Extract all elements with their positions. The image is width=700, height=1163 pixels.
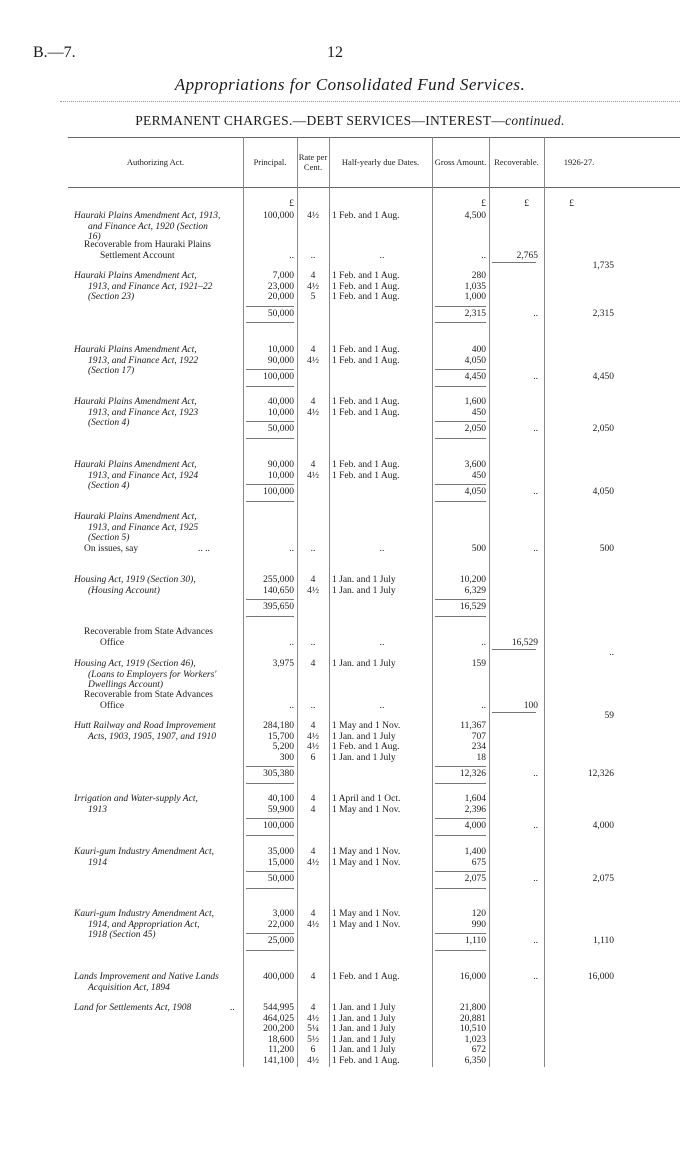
total-year: 4,450: [592, 372, 614, 382]
total-principal: 305,380: [263, 769, 294, 779]
recoverable-cell: ..: [533, 972, 538, 982]
due-dates-cell: 1 Feb. and 1 Aug.: [332, 470, 400, 481]
principal-cell: 464,025: [263, 1013, 294, 1024]
total-gross: 4,450: [464, 372, 486, 382]
principal-cell: 18,600: [267, 1034, 294, 1045]
principal-cell: 40,100: [267, 794, 294, 804]
act-line: Recoverable from Hauraki Plains: [84, 240, 211, 250]
total-rule: [435, 950, 486, 951]
total-rule: [246, 484, 294, 485]
gross-amount-cell: 1,600: [464, 397, 486, 407]
total-recoverable: ..: [533, 936, 538, 946]
gross-amount-cell: 990: [471, 919, 486, 930]
total-rule: [246, 871, 294, 872]
total-gross: 4,000: [464, 821, 486, 831]
gross-amount-cell: 11,367: [460, 721, 486, 731]
principal-cell: 544,995: [263, 1003, 294, 1013]
total-principal: 100,000: [263, 372, 294, 382]
principal-cell: 20,000: [267, 292, 294, 302]
due-dates-cell: 1 May and 1 Nov.: [332, 804, 401, 815]
gross-amount-cell: 707: [471, 731, 486, 742]
due-dates-cell: 1 April and 1 Oct.: [332, 794, 401, 804]
gross-amount-cell: 1,035: [464, 281, 486, 292]
act-line: 1914, and Appropriation Act,: [88, 919, 200, 930]
col-divider: [489, 137, 490, 1067]
total-rule: [435, 933, 486, 934]
total-rule: [435, 421, 486, 422]
principal-cell: 7,000: [272, 271, 294, 281]
principal-cell: 140,650: [263, 585, 294, 596]
gross-amount-cell: ..: [481, 700, 486, 711]
rate-cell: ..: [310, 250, 316, 261]
act-subline: On issues, say: [84, 543, 139, 554]
rate-cell: 4½: [307, 281, 319, 292]
total-principal: 50,000: [267, 874, 294, 884]
total-gross: 12,326: [459, 769, 486, 779]
gross-amount-cell: 6,329: [464, 585, 486, 596]
due-dates-cell: 1 Feb. and 1 Aug.: [332, 1055, 400, 1066]
act-line: and Finance Act, 1920 (Section: [88, 221, 208, 232]
principal-cell: 59,900: [267, 804, 294, 815]
total-rule: [246, 933, 294, 934]
total-rule: [246, 438, 294, 439]
gross-amount-cell: 20,881: [459, 1013, 486, 1024]
act-line: 16): [88, 232, 101, 242]
gross-amount-cell: 21,800: [459, 1003, 486, 1013]
due-dates-cell: 1 Feb. and 1 Aug.: [332, 355, 400, 366]
principal-cell: 400,000: [263, 972, 294, 982]
due-dates-cell: 1 Feb. and 1 Aug.: [332, 397, 400, 407]
act-line: Land for Settlements Act, 1908: [74, 1003, 192, 1013]
total-year: 4,050: [592, 487, 614, 497]
rate-cell: 4½: [307, 355, 319, 366]
principal-cell: 15,700: [267, 731, 294, 742]
due-dates-cell: 1 Jan. and 1 July: [332, 1013, 396, 1024]
rate-cell: 4½: [307, 919, 319, 930]
gross-amount-cell: 450: [471, 470, 486, 481]
act-line: Kauri-gum Industry Amendment Act,: [74, 847, 215, 857]
due-dates-cell: 1 Jan. and 1 July: [332, 575, 396, 585]
rate-cell: 5¼: [307, 1024, 319, 1034]
total-rule: [435, 599, 486, 600]
year-cell: ..: [609, 648, 614, 658]
due-dates-cell: 1 Feb. and 1 Aug.: [332, 281, 400, 292]
total-rule: [435, 616, 486, 617]
header-recoverable: Recoverable.: [494, 157, 539, 167]
due-dates-cell: 1 May and 1 Nov.: [332, 857, 401, 868]
principal-cell: 200,200: [263, 1024, 294, 1034]
principal-cell: 5,200: [272, 742, 294, 752]
act-line: Irrigation and Water-supply Act,: [74, 794, 198, 804]
leader-dots: .. ..: [198, 543, 210, 554]
gross-amount-cell: 16,000: [459, 972, 486, 982]
total-gross: 2,075: [464, 874, 486, 884]
recoverable-rule: [492, 649, 536, 650]
principal-cell: 35,000: [267, 847, 294, 857]
gross-amount-cell: 234: [471, 742, 486, 752]
col-divider: [329, 137, 330, 1067]
rate-cell: 4½: [307, 211, 319, 221]
total-rule: [435, 501, 486, 502]
currency-year: £: [569, 199, 574, 209]
act-line: Lands Improvement and Native Lands: [74, 972, 219, 982]
act-line: (Section 4): [88, 481, 130, 491]
due-dates-cell: 1 Feb. and 1 Aug.: [332, 460, 400, 470]
total-recoverable: ..: [533, 769, 538, 779]
rate-cell: 5: [310, 292, 316, 302]
rate-cell: 4½: [307, 585, 319, 596]
gross-amount-cell: 120: [471, 909, 486, 919]
subtitle-continued: continued.: [505, 113, 565, 128]
rate-cell: ..: [310, 700, 316, 711]
act-line: Hutt Railway and Road Improvement: [74, 721, 216, 731]
total-rule: [246, 835, 294, 836]
section-subtitle: [0, 113, 700, 129]
total-principal: 25,000: [267, 936, 294, 946]
due-dates-cell: 1 Feb. and 1 Aug.: [332, 292, 400, 302]
total-rule: [435, 369, 486, 370]
act-line: (Housing Account): [88, 585, 160, 596]
year-cell: 1,735: [592, 261, 614, 271]
act-line: Hauraki Plains Amendment Act,: [74, 345, 197, 355]
total-rule: [435, 835, 486, 836]
rate-cell: 6: [310, 752, 316, 763]
act-line: Recoverable from State Advances: [84, 690, 213, 700]
principal-cell: 23,000: [267, 281, 294, 292]
rate-cell: 4: [310, 972, 316, 982]
due-dates-cell: 1 Feb. and 1 Aug.: [332, 972, 400, 982]
rate-cell: 4: [310, 909, 316, 919]
total-rule: [246, 818, 294, 819]
rate-cell: 4: [310, 345, 316, 355]
total-rule: [435, 818, 486, 819]
due-dates-cell: 1 Feb. and 1 Aug.: [332, 407, 400, 418]
gross-amount-cell: 2,396: [464, 804, 486, 815]
principal-cell: 141,100: [263, 1055, 294, 1066]
year-cell: 59: [604, 711, 614, 721]
principal-cell: 15,000: [267, 857, 294, 868]
due-dates-cell: 1 Jan. and 1 July: [332, 1034, 396, 1045]
act-line: 1913, and Finance Act, 1922: [88, 355, 199, 366]
total-rule: [246, 783, 294, 784]
due-dates-cell: 1 Jan. and 1 July: [332, 1003, 396, 1013]
gross-amount-cell: 280: [471, 271, 486, 281]
rate-cell: 4½: [307, 1055, 319, 1066]
rate-cell: 4: [310, 847, 316, 857]
principal-cell: 40,000: [267, 397, 294, 407]
total-rule: [246, 386, 294, 387]
act-line: Housing Act, 1919 (Section 30),: [74, 575, 196, 585]
total-year: 4,000: [592, 821, 614, 831]
total-principal: 395,650: [263, 602, 294, 612]
due-dates-cell: 1 Feb. and 1 Aug.: [332, 345, 400, 355]
total-rule: [246, 616, 294, 617]
recoverable-cell: 2,765: [516, 250, 538, 261]
gross-amount-cell: 1,604: [464, 794, 486, 804]
gross-amount-cell: 500: [471, 543, 486, 554]
total-rule: [435, 888, 486, 889]
gross-amount-cell: 159: [471, 659, 486, 669]
due-dates-cell: 1 Jan. and 1 July: [332, 1024, 396, 1034]
total-gross: 2,315: [464, 308, 486, 319]
principal-cell: 100,000: [263, 211, 294, 221]
recoverable-cell: 16,529: [511, 637, 538, 648]
total-rule: [435, 438, 486, 439]
total-rule: [435, 766, 486, 767]
due-dates-cell: ..: [379, 700, 385, 711]
rate-cell: 4: [310, 794, 316, 804]
principal-cell: 10,000: [267, 345, 294, 355]
rate-cell: 4½: [307, 742, 319, 752]
currency-recoverable: £: [524, 199, 529, 209]
principal-cell: 90,000: [267, 460, 294, 470]
gross-amount-cell: 4,050: [464, 355, 486, 366]
act-line: 1918 (Section 45): [88, 930, 156, 940]
due-dates-cell: ..: [379, 637, 385, 648]
header-rate: Rate per Cent.: [298, 152, 328, 172]
header-year: 1926-27.: [563, 157, 595, 167]
principal-cell: 90,000: [267, 355, 294, 366]
rate-cell: 4: [310, 804, 316, 815]
total-rule: [435, 871, 486, 872]
total-gross: 4,050: [464, 487, 486, 497]
currency-principal: £: [289, 199, 294, 209]
act-line: Office: [100, 700, 125, 711]
total-recoverable: ..: [533, 308, 538, 319]
rate-cell: 4: [310, 397, 316, 407]
gross-amount-cell: 675: [471, 857, 486, 868]
due-dates-cell: 1 May and 1 Nov.: [332, 721, 401, 731]
act-line: (Section 17): [88, 366, 135, 376]
due-dates-cell: 1 Jan. and 1 July: [332, 1045, 396, 1055]
act-line: (Section 4): [88, 418, 130, 428]
total-rule: [435, 306, 486, 307]
principal-cell: ..: [289, 543, 294, 554]
due-dates-cell: 1 May and 1 Nov.: [332, 847, 401, 857]
total-year: 2,315: [592, 308, 614, 319]
gross-amount-cell: 1,000: [464, 292, 486, 302]
rate-cell: 4: [310, 460, 316, 470]
header-gross-amount: Gross Amount.: [434, 157, 487, 167]
subtitle-main: PERMANENT CHARGES.—DEBT SERVICES—INTEREST—: [135, 113, 506, 128]
recoverable-rule: [492, 712, 536, 713]
total-principal: 100,000: [263, 487, 294, 497]
total-rule: [246, 888, 294, 889]
total-rule: [435, 783, 486, 784]
due-dates-cell: 1 Feb. and 1 Aug.: [332, 742, 400, 752]
year-cell: 500: [599, 543, 614, 554]
total-recoverable: ..: [533, 424, 538, 434]
rate-cell: 4: [310, 659, 316, 669]
act-line: Settlement Account: [100, 250, 175, 261]
rate-cell: 6: [310, 1045, 316, 1055]
rate-cell: 4½: [307, 1013, 319, 1024]
table-header-rule: [68, 187, 680, 188]
gross-amount-cell: ..: [481, 637, 486, 648]
page-number: 12: [327, 44, 343, 61]
due-dates-cell: ..: [379, 543, 385, 554]
total-rule: [246, 950, 294, 951]
gross-amount-cell: 10,510: [459, 1024, 486, 1034]
total-recoverable: ..: [533, 821, 538, 831]
year-cell: 16,000: [587, 972, 614, 982]
recoverable-cell: 100: [523, 700, 538, 711]
rate-cell: 5½: [307, 1034, 319, 1045]
act-line: Acts, 1903, 1905, 1907, and 1910: [88, 731, 216, 742]
act-line: 1913, and Finance Act, 1924: [88, 470, 199, 481]
due-dates-cell: 1 May and 1 Nov.: [332, 919, 401, 930]
rate-cell: 4½: [307, 470, 319, 481]
rate-cell: 4½: [307, 407, 319, 418]
principal-cell: ..: [289, 637, 294, 648]
gross-amount-cell: ..: [481, 250, 486, 261]
gross-amount-cell: 6,350: [464, 1055, 486, 1066]
recoverable-rule: [492, 262, 536, 263]
gross-amount-cell: 18: [476, 752, 486, 763]
due-dates-cell: 1 Jan. and 1 July: [332, 659, 396, 669]
gross-amount-cell: 450: [471, 407, 486, 418]
header-authorizing-act: Authorizing Act.: [126, 157, 185, 167]
principal-cell: ..: [289, 700, 294, 711]
due-dates-cell: 1 Jan. and 1 July: [332, 752, 396, 763]
act-line: 1913: [88, 804, 107, 815]
act-line: 1914: [88, 857, 107, 868]
principal-cell: 11,200: [268, 1045, 294, 1055]
total-recoverable: ..: [533, 372, 538, 382]
total-principal: 50,000: [267, 424, 294, 434]
gross-amount-cell: 4,500: [464, 211, 486, 221]
total-rule: [246, 322, 294, 323]
act-line: 1913, and Finance Act, 1925: [88, 522, 199, 533]
total-principal: 50,000: [267, 308, 294, 319]
total-gross: 16,529: [459, 602, 486, 612]
principal-cell: 3,975: [272, 659, 294, 669]
act-line: Hauraki Plains Amendment Act,: [74, 460, 197, 470]
rate-cell: ..: [310, 637, 316, 648]
rate-cell: 4: [310, 1003, 316, 1013]
total-rule: [246, 766, 294, 767]
gross-amount-cell: 1,023: [464, 1034, 486, 1045]
due-dates-cell: 1 May and 1 Nov.: [332, 909, 401, 919]
gross-amount-cell: 400: [471, 345, 486, 355]
act-line: Acquisition Act, 1894: [88, 982, 170, 993]
leader-dots: ..: [230, 1003, 235, 1013]
principal-cell: 255,000: [263, 575, 294, 585]
due-dates-cell: 1 Feb. and 1 Aug.: [332, 211, 400, 221]
act-line: (Section 5): [88, 533, 130, 543]
total-recoverable: ..: [533, 487, 538, 497]
due-dates-cell: 1 Jan. and 1 July: [332, 585, 396, 596]
total-rule: [435, 322, 486, 323]
header-due-dates: Half-yearly due Dates.: [341, 157, 420, 167]
total-rule: [435, 386, 486, 387]
principal-cell: 10,000: [267, 407, 294, 418]
principal-cell: 22,000: [267, 919, 294, 930]
gross-amount-cell: 1,400: [464, 847, 486, 857]
total-rule: [246, 306, 294, 307]
total-rule: [246, 599, 294, 600]
gross-amount-cell: 3,600: [464, 460, 486, 470]
principal-cell: 3,000: [272, 909, 294, 919]
act-line: (Section 23): [88, 292, 135, 302]
due-dates-cell: 1 Jan. and 1 July: [332, 731, 396, 742]
total-rule: [435, 484, 486, 485]
rate-cell: 4½: [307, 857, 319, 868]
total-gross: 2,050: [464, 424, 486, 434]
act-line: Hauraki Plains Amendment Act, 1913,: [74, 211, 221, 221]
rate-cell: ..: [310, 543, 316, 554]
header-principal: Principal.: [253, 157, 287, 167]
total-rule: [246, 369, 294, 370]
total-principal: 100,000: [263, 821, 294, 831]
act-line: Recoverable from State Advances: [84, 627, 213, 637]
act-line: Hauraki Plains Amendment Act,: [74, 512, 197, 522]
principal-cell: 300: [279, 752, 294, 763]
rate-cell: 4½: [307, 731, 319, 742]
col-divider: [544, 137, 545, 1067]
principal-cell: ..: [289, 250, 294, 261]
total-recoverable: ..: [533, 874, 538, 884]
total-gross: 1,110: [464, 936, 486, 946]
currency-gross: £: [481, 199, 486, 209]
total-rule: [246, 421, 294, 422]
total-year: 2,050: [592, 424, 614, 434]
page-reference: B.—7.: [33, 44, 76, 61]
total-year: 2,075: [592, 874, 614, 884]
act-line: Kauri-gum Industry Amendment Act,: [74, 909, 215, 919]
act-line: 1913, and Finance Act, 1921–22: [88, 281, 213, 292]
rate-cell: 4: [310, 271, 316, 281]
principal-cell: 284,180: [263, 721, 294, 731]
gross-amount-cell: 10,200: [459, 575, 486, 585]
page-title: Appropriations for Consolidated Fund Services.: [174, 75, 526, 94]
act-line: Hauraki Plains Amendment Act,: [74, 397, 197, 407]
act-line: (Loans to Employers for Workers': [88, 669, 217, 680]
total-rule: [246, 501, 294, 502]
title-divider: [60, 101, 680, 102]
rate-cell: 4: [310, 721, 316, 731]
principal-cell: 10,000: [267, 470, 294, 481]
act-line: 1913, and Finance Act, 1923: [88, 407, 199, 418]
total-year: 12,326: [587, 769, 614, 779]
gross-amount-cell: 672: [471, 1045, 486, 1055]
act-line: Hauraki Plains Amendment Act,: [74, 271, 197, 281]
act-line: Office: [100, 637, 125, 648]
rate-cell: 4: [310, 575, 316, 585]
total-year: 1,110: [592, 936, 614, 946]
act-line: Dwellings Account): [88, 680, 164, 690]
due-dates-cell: 1 Feb. and 1 Aug.: [332, 271, 400, 281]
recoverable-cell: ..: [533, 543, 538, 554]
act-line: Housing Act, 1919 (Section 46),: [74, 659, 196, 669]
due-dates-cell: ..: [379, 250, 385, 261]
